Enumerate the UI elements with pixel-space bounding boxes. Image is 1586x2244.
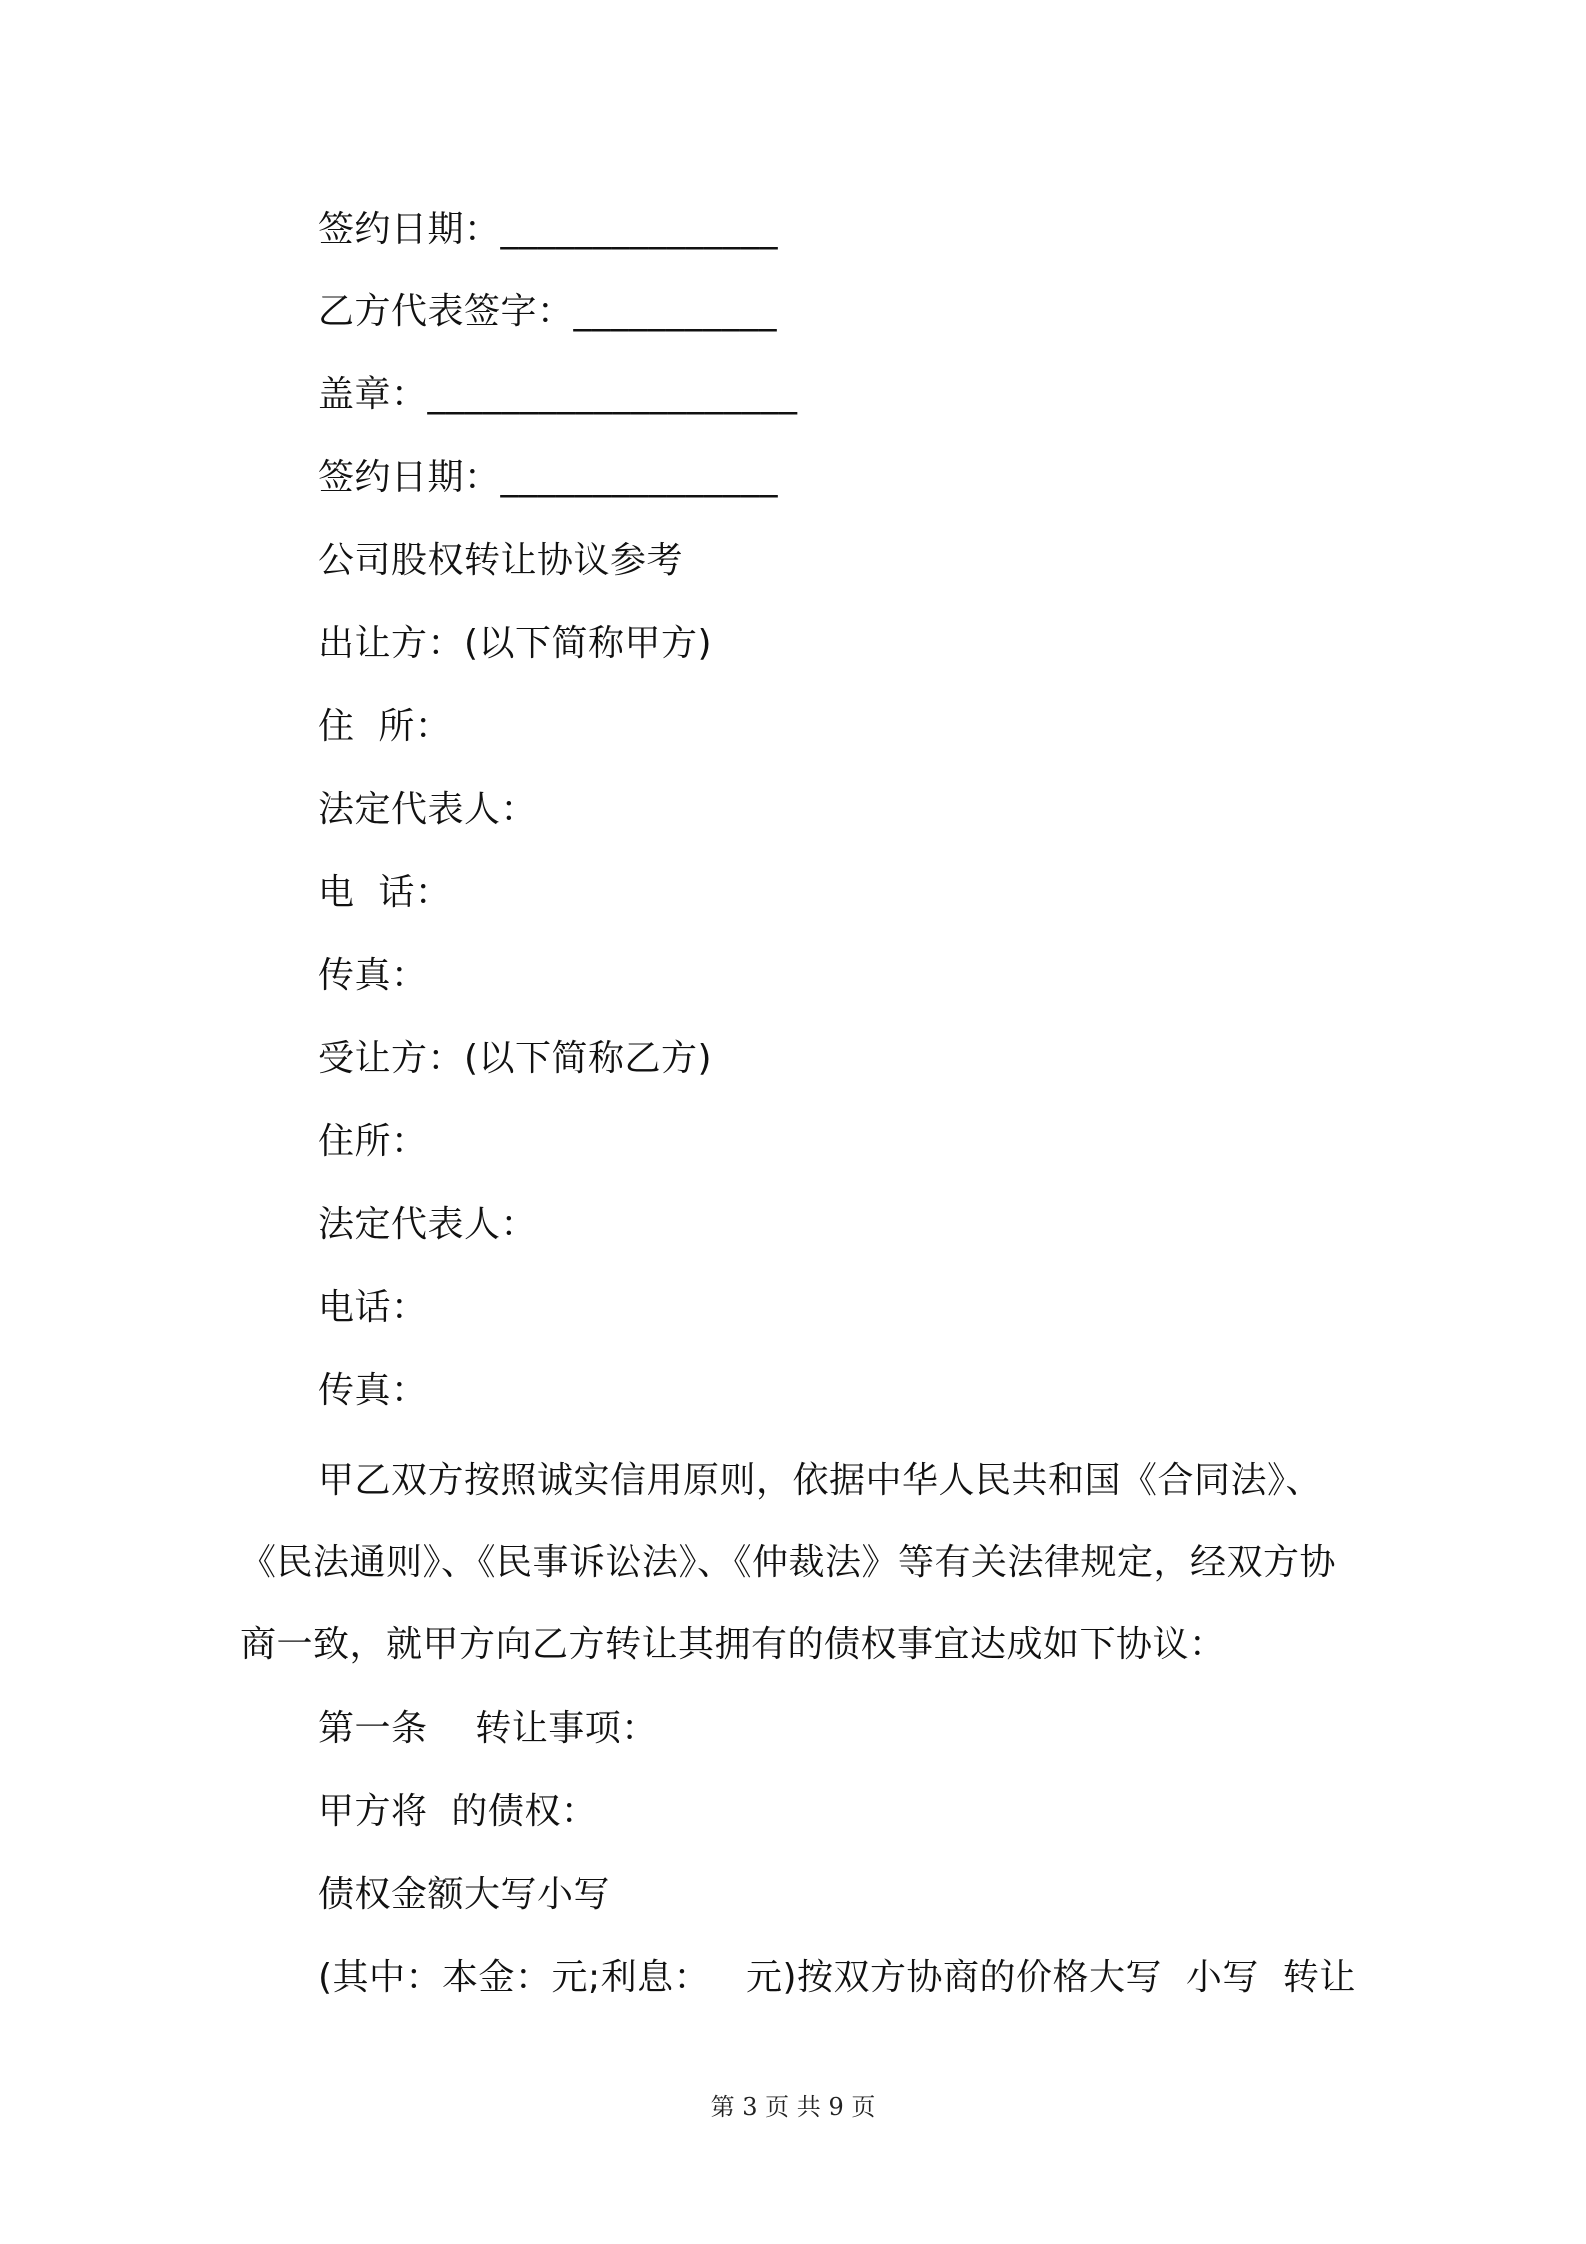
party-b-rep-signature-line: 乙方代表签字：___________	[318, 291, 778, 332]
sign-date-line-1: 签约日期：_______________	[318, 209, 779, 250]
transferor-legal-rep-line: 法定代表人：	[318, 789, 538, 830]
transferor-address-line: 住 所：	[318, 706, 452, 747]
transferee-phone-line: 电话：	[318, 1287, 428, 1328]
transferee-legal-rep-line: 法定代表人：	[318, 1204, 538, 1245]
article-one-heading: 第一条 转让事项：	[318, 1708, 658, 1749]
sign-date-line-2: 签约日期：_______________	[318, 457, 779, 498]
preamble-line-2: 《民法通则》、《民事诉讼法》、《仲裁法》等有关法律规定，经双方协	[240, 1542, 1337, 1583]
preamble-line-3: 商一致，就甲方向乙方转让其拥有的债权事宜达成如下协议：	[240, 1624, 1226, 1665]
agreement-title: 公司股权转让协议参考	[318, 540, 684, 581]
transferee-line: 受让方：(以下简称乙方)	[318, 1038, 713, 1079]
transferor-line: 出让方：(以下简称甲方)	[318, 623, 713, 664]
principal-interest-line: (其中：本金：元;利息： 元)按双方协商的价格大写 小写 转让	[318, 1957, 1356, 1998]
transferee-address-line: 住所：	[318, 1121, 428, 1162]
seal-line: 盖章：____________________	[318, 374, 798, 415]
transferor-phone-line: 电 话：	[318, 872, 452, 913]
claim-line: 甲方将 的债权：	[318, 1791, 598, 1832]
preamble-line-1: 甲乙双方按照诚实信用原则，依据中华人民共和国《合同法》、	[318, 1460, 1323, 1501]
page-number-footer: 第 3 页 共 9 页	[710, 2093, 876, 2121]
transferor-fax-line: 传真：	[318, 955, 428, 996]
claim-amount-line: 债权金额大写小写	[318, 1874, 611, 1915]
transferee-fax-line: 传真：	[318, 1370, 428, 1411]
